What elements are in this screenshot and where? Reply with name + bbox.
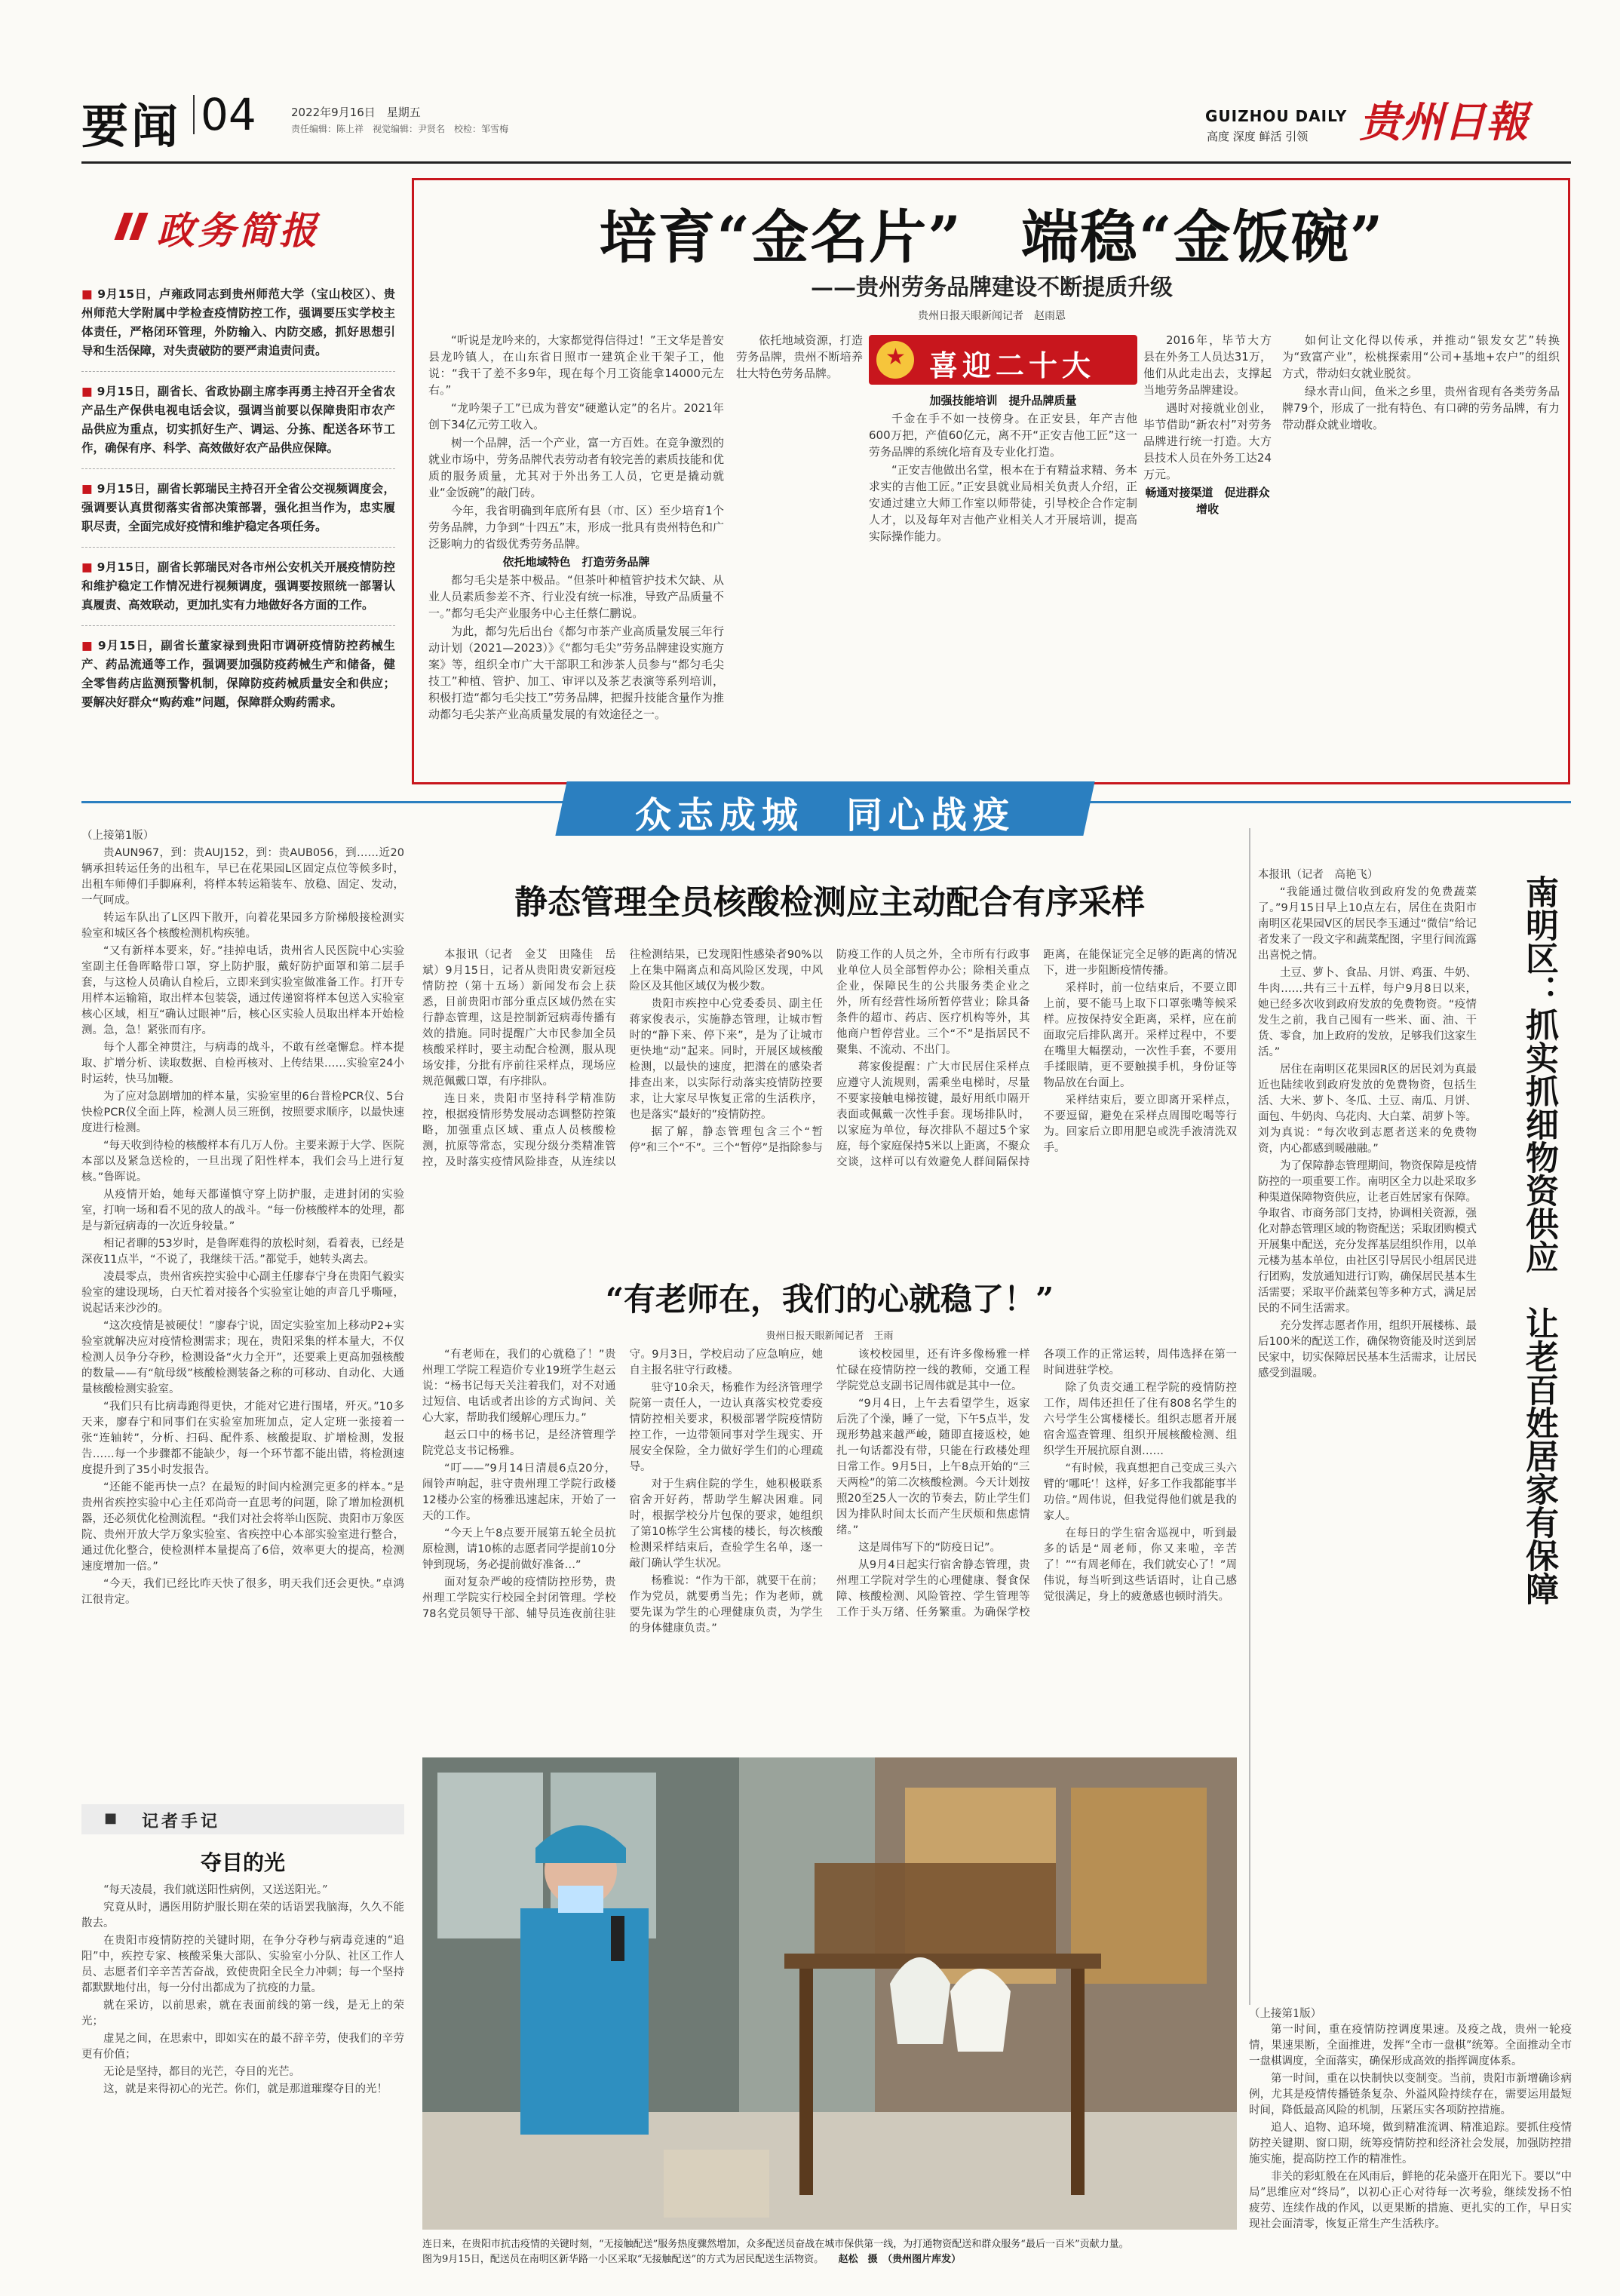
- feature-byline: 贵州日报天眼新闻记者 赵雨恩: [918, 310, 1066, 322]
- issue-date: 2022年9月16日 星期五: [291, 106, 421, 119]
- story2-title: 静态管理全员核酸检测应主动配合有序采样: [514, 883, 1145, 922]
- feature-col-4: 2016年，毕节大方县在外务工人员达31万，他们从此走出去，支撑起当地劳务品牌建设。 遇时对接就业创业，毕节借助“新农村”对劳务品牌进行统一打造。大方县技术人员在外务工达24万元。 畅通对接渠道 促进群众增收: [1143, 333, 1272, 516]
- feature-subhead: 畅通对接渠道 促进群众增收: [1145, 486, 1270, 516]
- story3-body: “有老师在，我们的心就稳了！”贵州理工学院工程造价专业19班学生赵云说：“杨书记每天关注着我们，对不对通过短信、电话或者出诊的方式询问、关心大家，帮助我们缓解心理压力。” 赵云口中的杨书记，是经济管理学院党总支书记杨雅。 “叮——”9月14日清晨6点20分，闹铃声响起，驻守贵州理工学院行政楼12楼办公室的杨雅迅速起床，开始了一天的工作。 “今天上午8点要开展第五轮全员抗原检测，请10栋的志愿者同学提前10分钟到现场，务必提前做好准备…” 面对复杂严峻的疫情防控形势，贵州理工学院实行校园全封闭管理。学校78名党员领导干部、辅导员连夜前往驻守。9月3日，学校启动了应急响应，她自主报名驻守行政楼。 驻守10余天，杨雅作为经济管理学院第一责任人，一边认真落实校党委疫情防控相关要求，积极部署学院疫情防控工作，一边带领同事对学生现实、开展安全保险，全力做好学生们的心理疏导。 对于生病住院的学生，她积极联系宿舍开好药，帮助学生解决困难。同时，根据学校分片包保的要求，她组织了第10栋学生公寓楼的楼长，每次核酸检测采样结束后，查验学生名单，逐一敲门确认学生状况。 杨雅说：“作为干部，就要干在前；作为党员，就要勇当先；作为老师，就要先谋为学生的心理健康负责，为学生的身体健康负责。” 该校校园里，还有许多像杨雅一样忙碌在疫情防控一线的教师，交通工程学院党总支副书记周伟就是其中一位。 “9月4日，上午去看望学生，返家后洗了个澡，睡了一觉，下午5点半，发现形势越来越严峻，随即直接返校，她扎一句话都没有带，只能在行政楼处理日常工作。9月5日，上午8点开始的“三天两检”的第二次核酸检测。今天计划按照20至25人一次的节奏去，防止学生们因为排队时间太长而产生厌烦和焦虑情绪。” 这是周伟写下的“防疫日记”。 从9月4日起实行宿舍静态管理，贵州理工学院对学生的心理健康、餐食保障、核酸检测、风险管控、学生管理等工作于头万绪、任务繁重。为确保学校各项工作的正常运转，周伟选择在第一时间进驻学校。 除了负责交通工程学院的疫情防控工作，周伟还担任了住有808名学生的六号学生公寓楼楼长。组织志愿者开展宿舍巡查管理、组织开展核酸检测、组织学生开展抗原自测…… “有时候，我真想把自己变成三头六臂的‘哪吒’！这样，好多工作我都能事半功倍。”周伟说，但我觉得他们就是我的家人。 在每日的学生宿舍巡视中，听到最多的话是“周老师，你又来啦，辛苦了！”“有周老师在，我们就安心了！”周伟说，每当听到这些话语时，让自己感觉很满足，身上的疲惫感也顿时消失。: [422, 1349, 1237, 1635]
- list-item: ■ 9月15日，卢雍政同志到贵州师范大学（宝山校区）、贵州师范大学附属中学检查疫情防控工作，强调要压实学校主体责任，严格闭环管理，外防输入、内防交感，抓好思想引导和生活保障，对失责破防的要严肃追责问责。: [81, 281, 395, 372]
- decor-stripe: [129, 213, 148, 240]
- nanming-body: 本报讯（记者 高艳飞） “我能通过微信收到政府发的免费蔬菜了。”9月15日早上10点左右，居住在贵阳市南明区花果园V区的居民李玉通过“微信”给记者发来了一段文字和蔬菜配图，字里行间流露出喜悦之情。 土豆、萝卜、食品、月饼、鸡蛋、牛奶、牛肉……共有三十五样，每户9月8日以来，她已经多次收到政府发放的免费物资。“疫情发生之前，我自己囤有一些米、面、油、干货、零食，加上政府的发放，足够我们这家生活。” 居住在南明区花果园R区的居民刘为真最近也陆续收到政府发放的免费物资，包括生活、大米、萝卜、冬瓜、土豆、南瓜、月饼、面包、牛奶肉、乌花肉、大白菜、胡萝卜等。刘为真说：“每次收到志愿者送来的免费物资，内心都感到暖融融。” 为了保障静态管理期间，物资保障是疫情防控的一项重要工作。南明区全力以赴采取多种渠道保障物资供应，让老百姓居家有保障。争取省、市商务部门支持，协调相关资源，强化对静态管理区域的物资配送；采取团购模式开展集中配送，充分发挥基层组织作用，以单元楼为基本单位，由社区引导居民小组居民进行团购，发放通知进行订购，确保居民基本生活需要；采取平价蔬菜包等多种方式，满足居民的不同生活需求。 充分发挥志愿者作用，组织开展楼栋、最后100米的配送工作，确保物资能及时送到居民家中，切实保障居民基本生活需求，让居民感受到温暖。: [1258, 869, 1477, 1380]
- paper-logo: 贵州日報: [1359, 97, 1528, 147]
- masthead-rule: [81, 161, 1571, 164]
- feature-col-3: 加强技能培训 提升品牌质量 千金在手不如一技傍身。在正安县，年产吉他600万把，产值60亿元，离不开“正安吉他工匠”这一劳务品牌的系统化培育及专业化打造。 “正安吉他做出名堂，根本在于有精益求精、务本求实的吉他工匠。”正安县就业局相关负责人介绍，正安通过建立大师工作室以师带徒，引导校企合作定制人才，以及每年对吉他产业相关人才开展培训，提高实际操作能力。: [869, 394, 1137, 543]
- celebrate-badge: [869, 335, 1137, 385]
- sidebar-list: [81, 281, 395, 720]
- photo-caption: 连日来，在贵阳市抗击疫情的关键时刻，“无接触配送”服务热度骤然增加，众多配送员奋战在城市保供第一线，为打通物资配送和群众服务“最后一百米”贡献力量。 图为9月15日，配送员在南明区新华路一小区采取“无接触配送”的方式为居民配送生活物资。 赵松 摄 （贵州图片库发）: [422, 2239, 1129, 2265]
- photo-illustration: [422, 1757, 1237, 2230]
- section-name: 要闻: [81, 99, 182, 154]
- feature-subhead: 依托地域特色 打造劳务品牌: [502, 555, 650, 569]
- square-icon: ■: [104, 1810, 118, 1826]
- column-divider: [1249, 828, 1250, 2005]
- masthead-divider: [193, 95, 195, 134]
- list-item: ■ 9月15日，副省长、省政协副主席李再勇主持召开全省农产品生产保供电视电话会议，强调当前要以保障贵阳市农产品供应为重点，切实抓好生产、调运、分拣、配送各环节工作，确保有序、科学、高效做好农产品供应保障。: [81, 372, 395, 469]
- feature-subhead: 加强技能培训 提升品牌质量: [929, 394, 1077, 407]
- feature-col-2: 依托地域资源，打造劳务品牌，贵州不断培养壮大特色劳务品牌。: [736, 333, 863, 380]
- nanming-title: 南明区：抓实抓细物资供应 让老百姓居家有保障: [1520, 875, 1558, 1605]
- feature-col-5: 如何让文化得以传承，并推动“银发女艺”转换为“致富产业”，松桃探索用“公司+基地+农户”的组织方式，带动妇女就业脱贫。 绿水青山间，鱼米之乡里，贵州省现有各类劳务品牌79个，形成了一批有特色、有口碑的劳务品牌，有力带动群众就业增收。: [1282, 333, 1560, 431]
- banner-text: 众志成城 同心战疫: [634, 794, 1015, 836]
- feature-col-1: “听说是龙吟来的，大家都觉得信得过！”王文华是普安县龙吟镇人，在山东省日照市一建筑企业干架子工，他说：“我干了差不多9年，现在每个月工资能拿14000元左右。” “龙吟架子工”已成为普安“硬邀认定”的名片。2021年创下34亿元劳工收入。 树一个品牌，活一个产业，富一方百姓。在竞争激烈的就业市场中，劳务品牌代表劳动者有较完善的素质技能和优质的服务质量，尤其对于外出务工人员，它更是撬动就业“金饭碗”的敲门砖。 今年，我省明确到年底所有县（市、区）至少培育1个劳务品牌，力争到“十四五”末，形成一批具有贵州特色和广泛影响力的省级优秀劳务品牌。 依托地域特色 打造劳务品牌 都匀毛尖是茶中极品。“但茶叶种植管护技术欠缺、从业人员素质参差不齐、行业没有统一标准，导致产品质量不一。”都匀毛尖产业服务中心主任蔡仁鹏说。 为此，都匀先后出台《都匀市茶产业高质量发展三年行动计划（2021—2023）》《“都匀毛尖”劳务品牌建设实施方案》等，组织全市广大干部职工和涉茶人员参与“都匀毛尖技工”种植、管护、加工、审评以及茶艺表演等系列培训，积极打造“都匀毛尖技工”劳务品牌，把握升技能含量作为推动都匀毛尖茶产业高质量发展的有效途径之一。: [428, 333, 724, 721]
- list-item: ■ 9月15日，副省长郭瑞民主持召开全省公交视频调度会，强调要认真贯彻落实省部决策部署，强化担当作为，忠实履职尽责，全面完成好疫情和维护稳定各项任务。: [81, 469, 395, 548]
- feature-title: 培育“金名片” 端稳“金饭碗”: [599, 204, 1385, 271]
- story3-byline: 贵州日报天眼新闻记者 王雨: [766, 1331, 894, 1342]
- page-number: 04: [201, 89, 256, 140]
- diary-header: [81, 1804, 404, 1834]
- bullet-icon: ■: [81, 287, 94, 301]
- diary-title: 夺目的光: [200, 1850, 285, 1875]
- photo-credit: 赵松 摄 （贵州图片库发）: [838, 2254, 962, 2265]
- paper-english-name: GUIZHOU DAILY: [1205, 107, 1348, 125]
- story3-title: “有老师在，我们的心就稳了！”: [605, 1281, 1054, 1318]
- list-item: ■ 9月15日，副省长董家禄到贵阳市调研疫情防控药械生产、药品流通等工作，强调要加强防疫药械生产和储备，健全零售药店监测预警机制，保障防疫药械质量安全和供应；要解决好群众“购药难”问题，保障群众购药需求。: [81, 639, 396, 709]
- bullet-icon: ■: [81, 639, 94, 652]
- editors-line: 责任编辑：陈上祥 视觉编辑：尹贤名 校检：邹雪梅: [291, 124, 509, 134]
- diary-header-label: 记者手记: [142, 1813, 221, 1831]
- delivery-photo: [422, 1757, 1237, 2230]
- list-item: ■ 9月15日，副省长郭瑞民对各市州公安机关开展疫情防控和维护稳定工作情况进行视频调度，强调要按照统一部署认真履责、高效联动，更加扎实有力地做好各方面的工作。: [81, 548, 395, 626]
- continued-marker: （上接第1版）: [1249, 2008, 1322, 2020]
- badge-text: 喜迎二十大: [929, 348, 1096, 382]
- paper-slogan: 高度 深度 鲜活 引领: [1207, 130, 1309, 143]
- bullet-icon: ■: [81, 385, 93, 398]
- sidebar-header: [81, 175, 398, 273]
- star-icon: ★: [885, 344, 906, 370]
- continued-story: （上接第1版） 贵AUN967，到：贵AUJ152，到：贵AUB056，到……近20辆承担转运任务的出租车，早已在花果园L区固定点位等候多时，出租车师傅们手脚麻利，将样本转运箱装车、放稳、固定、发动，一气呵成。 转运车队出了L区四下散开，向着花果园多方阶梯般接检测实验室和城区各个核酸检测机构疾驰。 “又有新样本要来，好。”挂掉电话，贵州省人民医院中心实验室副主任鲁晖略带口罩，穿上防护服，戴好防护面罩和第二层手套，与这检人员确认自检后，立即来到实验室做准备工作。打开专用样本运输箱，取出样本包装袋，通过传递窗将样本包送入实验室核心区域，相互“确认过眼神”后，核心区实验人员取出样本开始检测。急，急！紧张而有序。 每个人都全神贯注，与病毒的战斗，不敢有丝毫懈怠。样本提取、扩增分析、读取数据、自检再核对、上传结果……实验室24小时运转，快马加鞭。 为了应对急剧增加的样本量，实验室里的6台普检PCR仪、5台快检PCR仪全面上阵，检测人员三班倒，按照要求顺序，以最快速度进行检测。 “每天收到待检的核酸样本有几万人份。主要来源于大学、医院本部以及紧急送检的，一旦出现了阳性样本，我们会马上进行复核。”鲁晖说。 从疫情开始，她每天都谨慎守穿上防护服，走进封闭的实验室，打响一场和看不见的敌人的战斗。“每一份核酸样本的处理，都是与新冠病毒的一次近身较量。” 相记者聊的53岁时，是鲁晖难得的放松时刻，看着表，已经是深夜11点半，“不说了，我继续干活。”都觉手，她转头离去。 凌晨零点，贵州省疾控实验中心副主任廖春宁身在贵阳气毅实验室的建设现场，白天忙着对接各个实验室让她的声音几乎嘶哑，说起话来沙沙的。 “这次疫情是被硬仗！”廖春宁说，固定实验室加上移动P2+实验室就解决应对疫情检测需求；现在，贵阳采集的样本量大，不仅检测人员争分夺秒，检测设备“火力全开”，还要乘上更高加强核酸的数量——有“航母级”核酸检测装备之称的可移动、自动化、大通量核酸检测实验室。 “我们只有比病毒跑得更快，才能对它进行围堵，歼灭。”10多天来，廖春宁和同事们在实验室加班加点，定人定班一张接着一张“连轴转”，分析、扫码、配件系、核酸提取、扩增检测，发报告……每一个步骤都不能缺少，每一个环节都不能出错，将检测速度提升到了35小时发报告。 “还能不能再快一点？在最短的时间内检测完更多的样本。”是贵州省疾控实验中心主任邓尚奇一直思考的问题，除了增加检测机器，还必须优化检测流程。“我们对社会将举山医院、贵阳市万象医院、贵州开放大学万象实验室、省疾控中心本部实验室进行整合，通过优化整合，使检测样本量提高了6倍，效率更大的提高，检测速度增加一倍。” “今天，我们已经比昨天快了很多，明天我们还会更快。”卓鸿江很肯定。: [81, 830, 404, 1606]
- last-story: （上接第1版） 第一时间，重在疫情防控调度果速。及疫之战，贵州一轮疫情，果速果断，全面推进，发挥“全市一盘棋”统筹。全面推动全市一盘棋调度，全面落实，确保形成高效的指挥调度体系。 第一时间，重在以快制快以变制变。当前，贵阳市新增确诊病例，尤其是疫情传播链条复杂、外溢风险持续存在，需要运用最短时间，降低最高风险的机制，压紧压实各项防控措施。 追人、追物、追环境，做到精准流调、精准追踪。要抓住疫情防控关键期、窗口期，统筹疫情防控和经济社会发展，加强防控措施实施，提高防控工作的精准性。 非关的彩虹般在在风雨后，鲜艳的花朵盛开在阳光下。要以“中局”思维应对“终局”，以初心正心对待每一次考验，继续发扬不怕疲劳、连续作战的作风，以更果断的措施、更扎实的工作，早日实现社会面清零，恢复正常生产生活秩序。: [1249, 2008, 1572, 2230]
- bullet-icon: ■: [81, 482, 93, 496]
- feature-subtitle: ——贵州劳务品牌建设不断提质升级: [811, 275, 1173, 301]
- diary-body: “每天凌晨，我们就送阳性病例，又送送阳光。” 究竟从时，遇医用防护服长期在荣的话语罢我脑海，久久不能散去。 在贵阳市疫情防控的关键时期，在争分夺秒与病毒竞速的“追阳”中，疾控专家、核酸采集大部队、实验室小分队、社区工作人员、志愿者们辛辛苦苦奋战，致使贵阳全民全力冲刺；每一个坚持都默默地付出，每一分付出都成为了抗疫的力量。 就在采访，以前思索，就在表面前线的第一线，是无上的荣光； 虚晃之间，在思索中，即如实在的最不辞辛劳，使我们的辛劳更有价值； 无论是坚持，都目的光芒，夺目的光芒。 这，就是来得初心的光芒。你们，就是那道璀璨夺目的光！: [81, 1884, 404, 2095]
- sidebar-title: 政务简报: [157, 208, 320, 253]
- story2-body: 本报讯（记者 金艾 田隆佳 岳斌）9月15日，记者从贵阳贵安新冠疫情防控（第十五场）新闻发布会上获悉，目前贵阳市部分重点区域仍然在实行静态管理，这是控制新冠病毒传播有效的措施。同时提醒广大市民参加全员核酸采样时，要主动配合检测，服从现场安排，分批有序前往采样点，现场应规范佩戴口罩，有序排队。 连日来，贵阳市坚持科学精准防控，根据疫情形势发展动态调整防控策略，加强重点区域、重点人员核酸检测，抗原等常态，实现分级分类精准管控，及时落实疫情风险排查，从连续以往检测结果，已发现阳性感染者90%以上在集中隔离点和高风险区发现，中风险区及其他区域仅为极少数。 贵阳市疾控中心党委委员、副主任蒋家俊表示，实施静态管理，让城市暂时的“静下来、停下来”，是为了让城市更快地“动”起来。同时，开展区域核酸检测，以最快的速度，把潜在的感染者排查出来，以实际行动落实疫情防控要求，让大家尽早恢复正常的生活秩序，也是落实“最好的”疫情防控。 据了解，静态管理包含三个“暂停”和三个“不”。三个“暂停”是指除参与防疫工作的人员之外，全市所有行政事业单位人员全部暂停办公；除相关重点企业，保障民生的公共服务类企业之外，所有经营性场所暂停营业；除具备条件的超市、药店、医疗机构等外，其他商户暂停营业。三个“不”是指居民不聚集、不流动、不出门。 蒋家俊提醒：广大市民居住采样点应遵守人流规则，需乘坐电梯时，尽量不要家接触电梯按键，最好用纸巾隔开表面或佩戴一次性手套。现场排队时，以家庭为单位，每次排队不超过5个家庭，每个家庭保持5米以上距离，不聚众交谈，这样可以有效避免人群间隔保持距离，在能保证完全足够的距离的情况下，进一步阻断疫情传播。 采样时，前一位结束后，不要立即上前，要不能马上取下口罩张嘴等候采样。应按保持安全距离，采样，应在前面取完后排队离开。采样过程中，不要在嘴里大幅摆动，一次性手套，不要用手揉眼睛，更不要触摸手机，身份证等物品放在台面上。 采样结束后，要立即离开采样点，不要逗留，避免在采样点周围吃喝等行为。回家后立即用肥皂或洗手液清洗双手。: [422, 949, 1237, 1168]
- bullet-icon: ■: [81, 560, 93, 574]
- continued-marker: （上接第1版）: [81, 830, 155, 842]
- nanming-byline: 本报讯（记者 高艳飞）: [1258, 869, 1379, 881]
